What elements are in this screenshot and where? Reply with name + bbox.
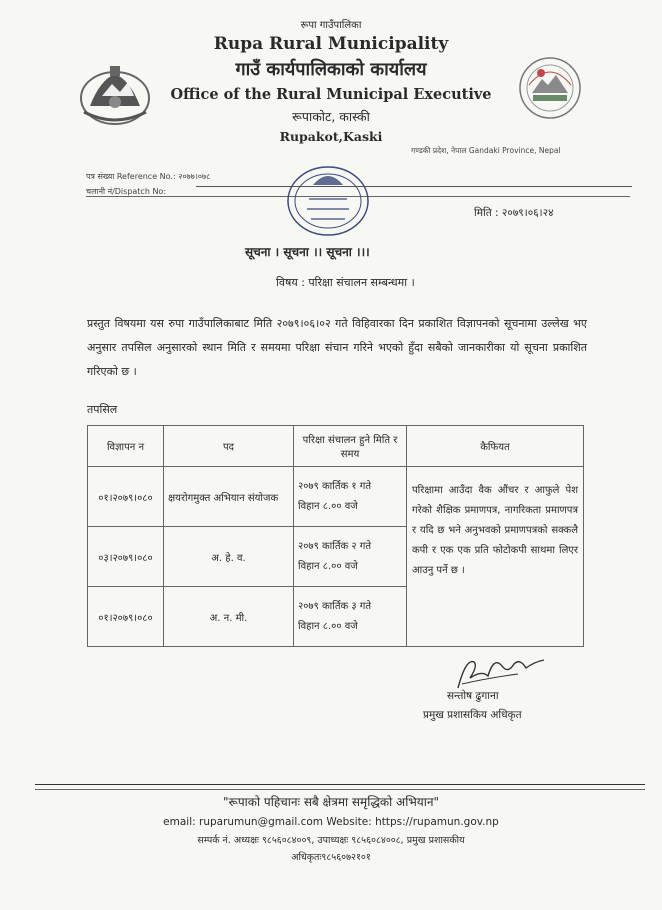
- header-small-title: रूपा गाउँपालिका: [300, 20, 362, 31]
- schedule-label: तपसिल: [87, 403, 118, 416]
- footer-divider: [35, 784, 645, 785]
- signatory-title: प्रमुख प्रशासकिय अधिकृत: [423, 709, 522, 721]
- exam-schedule-table: [87, 425, 584, 647]
- cell-post: क्षयरोगमुक्त अभियान संयोजक: [164, 467, 294, 527]
- cell-ad-no: ०१।२०७९।०८०: [88, 587, 164, 647]
- location-en: Rupakot,Kaski: [279, 129, 383, 144]
- location-np: रूपाकोट, कास्की: [292, 109, 370, 124]
- cell-post: अ. न. मी.: [164, 587, 294, 647]
- office-name-np: गाउँ कार्यपालिकाको कार्यालय: [235, 59, 427, 80]
- province-label: गण्डकी प्रदेश, नेपाल Gandaki Province, Nepal: [411, 146, 561, 155]
- signatory-name: सन्तोष ढुगाना: [447, 690, 499, 702]
- exam-time: विहान ८.०० वजे: [298, 620, 358, 632]
- reference-number: पत्र संख्या Reference No.: २०७७।०७८: [86, 172, 211, 181]
- header-exam-datetime: परिक्षा संचालन हुने मिति र समय: [294, 426, 407, 467]
- cell-ad-no: ०१।२०७९।०८०: [88, 467, 164, 527]
- cell-exam-datetime: [294, 467, 407, 527]
- footer-email-website: email: ruparumun@gmail.com Website: https://rupamun.gov.np: [163, 816, 499, 828]
- notice-subject: विषय : परिक्षा संचालन सम्बन्धमा ।: [276, 276, 415, 289]
- exam-date: २०७९ कार्तिक १ गते: [298, 480, 372, 492]
- footer-phone: सम्पर्क नं. अध्यक्षः ९८५६०८४००९, उपाध्यक्षः ९८५६०८४००८, प्रमुख प्रशासकीय: [197, 835, 465, 846]
- cell-ad-no: ०३।२०७९।०८०: [88, 527, 164, 587]
- exam-date: २०७९ कार्तिक २ गते: [298, 540, 372, 552]
- header-post: पद: [164, 426, 294, 467]
- cell-remark: परिक्षामा आउँदा वैक औंचर र आफुले पेश गरेको शैक्षिक प्रमाणपत्र, नागरिकता प्रमाणपत्र र यदि छ भने अनुभवको प्रमाणपत्रको सक्कलै कपी र एक एक प्रति फोटोकपी साथमा लिएर आउनु पर्ने छ ।: [407, 467, 584, 647]
- exam-date: २०७९ कार्तिक ३ गते: [298, 600, 372, 612]
- dispatch-number: चलानी नं/Dispatch No:: [86, 187, 167, 196]
- municipality-name-en: Rupa Rural Municipality: [213, 34, 449, 54]
- footer-officer-phone: अधिकृतः९८५६०७२१०१: [291, 852, 371, 863]
- office-name-en: Office of the Rural Municipal Executive: [170, 86, 492, 103]
- header-ad-no: विज्ञापन न: [88, 426, 164, 467]
- cell-exam-datetime: [294, 527, 407, 587]
- footer-slogan: "रूपाको पहिचानः सबै क्षेत्रमा समृद्धिको अभियान": [222, 795, 440, 809]
- notice-heading: सूचना । सूचना ।। सूचना ।।।: [245, 245, 370, 259]
- cell-post: अ. हे. व.: [164, 527, 294, 587]
- notice-date: मिति : २०७९।०६।२४: [474, 207, 554, 219]
- header-remark: कैफियत: [407, 426, 584, 467]
- exam-time: विहान ८.०० वजे: [298, 500, 358, 512]
- exam-time: विहान ८.०० वजे: [298, 560, 358, 572]
- header-divider: [196, 186, 632, 187]
- footer-divider-lower: [35, 789, 645, 790]
- table-row: [88, 467, 584, 527]
- office-stamp-icon: [283, 159, 373, 243]
- notice-body: प्रस्तुत विषयमा यस रुपा गाउँपालिकाबाट मिति २०७९।०६।०२ गते विहिवारका दिन प्रकाशित विज्ञापनको सूचनामा उल्लेख भए अनुसार तपसिल अनुसारको स्थान मिति र समयमा परिक्षा संचान गरिने भएको हुँदा सबैको जानकारीका यो सूचना प्रकाशित गरिएको छ ।: [87, 317, 587, 378]
- cell-exam-datetime: [294, 587, 407, 647]
- table-header-row: [88, 426, 584, 467]
